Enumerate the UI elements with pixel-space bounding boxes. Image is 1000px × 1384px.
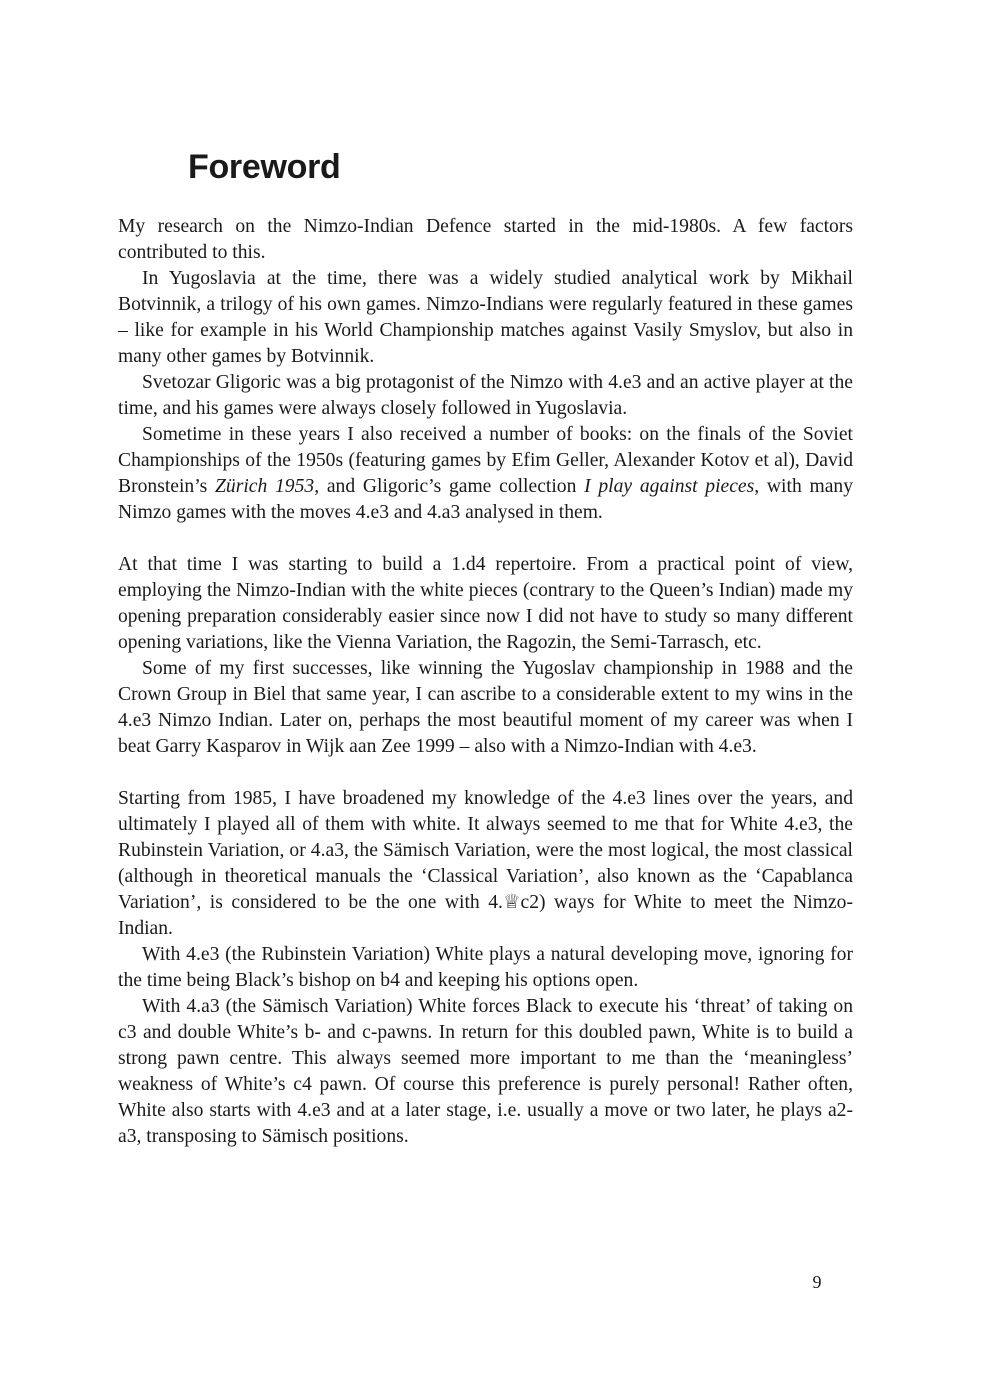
page-title: Foreword (188, 148, 341, 186)
paragraph (118, 266, 853, 370)
paragraph (118, 786, 853, 942)
italic-title-text: I play against pieces (584, 476, 755, 497)
paragraph (118, 214, 853, 266)
italic-title-text: Zürich 1953 (215, 476, 315, 497)
paragraph-text: With 4.e3 (the Rubinstein Variation) White plays a natural developing move, ignoring for the time being Black’s bishop on b4 and keeping his options open. (118, 944, 853, 991)
paragraph (118, 656, 853, 760)
paragraph-text: , and Gligoric’s game collection (314, 476, 585, 497)
foreword-body (118, 214, 853, 1150)
paragraph-text: , with many Nimzo games with the moves 4.e3 and 4.a3 analysed in them. (118, 476, 854, 523)
paragraph-text: At that time I was starting to build a 1.d4 repertoire. From a practical point of view, employing the Nimzo-Indian with the white pieces (contrary to the Queen’s Indian) made my opening preparation considerably easier since now I did not have to study so many different opening variations, like the Vienna Variation, the Ragozin, the Semi-Tarrasch, etc. (118, 554, 853, 653)
paragraph (118, 994, 853, 1150)
paragraph (118, 370, 853, 422)
page-number: 9 (812, 1272, 822, 1292)
paragraph-text: Starting from 1985, I have broadened my knowledge of the 4.e3 lines over the years, and ultimately I played all of them with white. It always seemed to me that for White 4.e3, the Rubinstein Variation, or 4.a3, the Sämisch Variation, were the most logical, the most classical (although in theoretical manuals the ‘Classical Variation’, also known as the ‘Capablanca Variation’, is considered to be the one with 4.♕c2) ways for White to meet the Nimzo-Indian. (118, 788, 853, 939)
paragraph-text: Sometime in these years I also received a number of books: on the finals of the Soviet Championships of the 1950s (featuring games by Efim Geller, Alexander Kotov et al), David Bronstein’s (118, 424, 853, 497)
paragraph-text: Svetozar Gligoric was a big protagonist of the Nimzo with 4.e3 and an active player at the time, and his games were always closely followed in Yugoslavia. (118, 372, 853, 419)
paragraph (118, 422, 853, 526)
paragraph-text: In Yugoslavia at the time, there was a widely studied analytical work by Mikhail Botvinnik, a trilogy of his own games. Nimzo-Indians were regularly featured in these games – like for example in his World Championship matches against Vasily Smyslov, but also in many other games by Botvinnik. (118, 268, 853, 367)
paragraph (118, 552, 853, 656)
paragraph-text: With 4.a3 (the Sämisch Variation) White forces Black to execute his ‘threat’ of taking on c3 and double White’s b- and c-pawns. In return for this doubled pawn, White is to build a strong pawn centre. This always seemed more important to me than the ‘meaningless’ weakness of White’s c4 pawn. Of course this preference is purely personal! Rather often, White also starts with 4.e3 and at a later stage, i.e. usually a move or two later, he plays a2-a3, transposing to Sämisch positions. (118, 996, 853, 1147)
paragraph-text: My research on the Nimzo-Indian Defence started in the mid-1980s. A few factors contributed to this. (118, 216, 853, 263)
paragraph (118, 942, 853, 994)
paragraph-text: Some of my first successes, like winning the Yugoslav championship in 1988 and the Crown Group in Biel that same year, I can ascribe to a considerable extent to my wins in the 4.e3 Nimzo Indian. Later on, perhaps the most beautiful moment of my career was when I beat Garry Kasparov in Wijk aan Zee 1999 – also with a Nimzo-Indian with 4.e3. (118, 658, 853, 757)
